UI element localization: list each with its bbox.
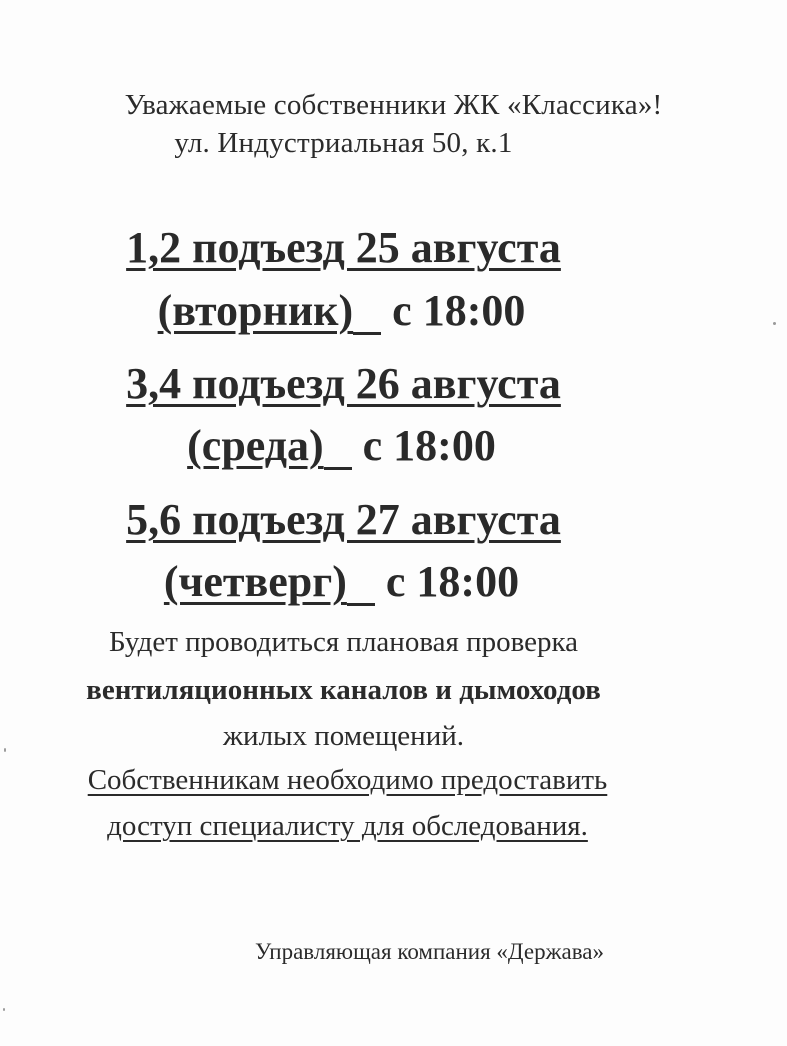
schedule-2-time: с 18:00 — [362, 421, 496, 470]
notice-line-1: Будет проводиться плановая проверка — [108, 626, 579, 658]
underline-pad — [353, 332, 381, 335]
scan-speck — [4, 748, 6, 752]
schedule-3-day — [0, 556, 735, 608]
schedule-3-time: с 18:00 — [385, 557, 520, 606]
schedule-3-date — [0, 494, 737, 546]
underline-pad — [324, 467, 352, 470]
signature: Управляющая компания «Держава» — [255, 939, 604, 964]
schedule-1-date-text: 1,2 подъезд 25 августа — [126, 223, 561, 272]
schedule-3-day-text: (четверг) — [163, 557, 347, 606]
greeting-line: Уважаемые собственники ЖК «Классика»! — [124, 89, 663, 121]
scan-speck — [3, 1008, 5, 1011]
notice-line-2: вентиляционных каналов и дымоходов — [86, 674, 601, 706]
notice-line-5 — [0, 808, 741, 844]
schedule-1-day — [0, 285, 735, 337]
notice-line-3: жилых помещений. — [223, 720, 464, 752]
address-line: ул. Индустриальная 50, к.1 — [174, 127, 513, 159]
schedule-3-date-text: 5,6 подъезд 27 августа — [126, 495, 561, 544]
schedule-1-date — [0, 222, 737, 274]
schedule-2-date-text: 3,4 подъезд 26 августа — [126, 359, 561, 408]
schedule-2-day — [0, 420, 735, 472]
schedule-1-day-text: (вторник) — [157, 286, 354, 335]
scan-speck — [773, 322, 776, 325]
schedule-1-time: с 18:00 — [392, 286, 526, 335]
notice-line-5-text: доступ специалисту для обследования. — [107, 810, 588, 842]
notice-line-4 — [0, 762, 741, 798]
schedule-2-date — [0, 358, 737, 410]
notice-line-4-text: Собственникам необходимо предоставить — [87, 764, 608, 796]
schedule-2-day-text: (среда) — [187, 421, 324, 470]
underline-pad — [347, 603, 375, 606]
